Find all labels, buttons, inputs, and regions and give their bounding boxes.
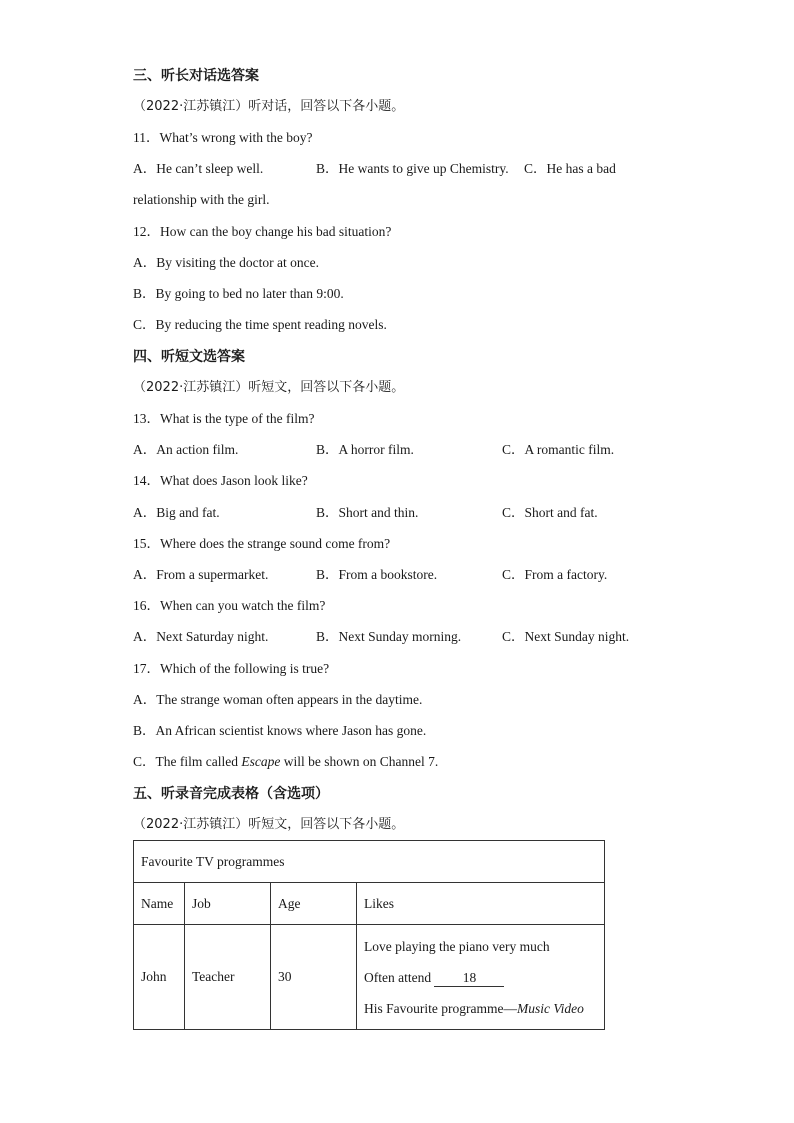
option-12-a[interactable]: A．By visiting the doctor at once. xyxy=(133,255,319,270)
header-age: Age xyxy=(271,883,357,925)
option-13-b[interactable]: B．A horror film. xyxy=(316,442,414,457)
section-4-source: （2022·江苏镇江）听短文，回答以下各小题。 xyxy=(133,380,405,395)
section-5-heading: 五、听录音完成表格（含选项） xyxy=(133,786,329,802)
likes-line-3-programme: Music Video xyxy=(516,1000,584,1016)
likes-line-2 xyxy=(364,962,597,993)
option-11-c[interactable]: C．He has a bad xyxy=(524,161,616,176)
option-12-b[interactable]: B．By going to bed no later than 9:00. xyxy=(133,286,344,301)
cell-age: 30 xyxy=(271,925,357,1030)
question-17-stem: 17．Which of the following is true? xyxy=(133,661,330,676)
section-5-source: （2022·江苏镇江）听短文，回答以下各小题。 xyxy=(133,817,405,832)
question-13-stem: 13．What is the type of the film? xyxy=(133,411,315,426)
option-11-c-continued: relationship with the girl. xyxy=(133,192,270,207)
answer-blank-18[interactable]: 18 xyxy=(434,970,504,987)
question-16-stem: 16．When can you watch the film? xyxy=(133,598,326,613)
likes-line-3 xyxy=(364,993,597,1024)
question-11-stem: 11．What’s wrong with the boy? xyxy=(133,130,313,145)
option-12-c[interactable]: C．By reducing the time spent reading novels. xyxy=(133,317,387,332)
option-14-b[interactable]: B．Short and thin. xyxy=(316,505,419,520)
section-3-source: （2022·江苏镇江）听对话，回答以下各小题。 xyxy=(133,99,405,114)
header-likes: Likes xyxy=(357,883,605,925)
question-14-stem: 14．What does Jason look like? xyxy=(133,473,308,488)
option-17-c[interactable] xyxy=(133,753,438,771)
option-16-b[interactable]: B．Next Sunday morning. xyxy=(316,629,462,644)
option-11-a[interactable]: A．He can’t sleep well. xyxy=(133,161,264,176)
option-14-c[interactable]: C．Short and fat. xyxy=(502,505,598,520)
section-4-heading: 四、听短文选答案 xyxy=(133,349,245,365)
option-14-a[interactable]: A．Big and fat. xyxy=(133,505,220,520)
option-16-a[interactable]: A．Next Saturday night. xyxy=(133,629,269,644)
option-17-a[interactable]: A．The strange woman often appears in the daytime. xyxy=(133,692,423,707)
option-17-c-film-title: Escape xyxy=(241,754,281,769)
table-row xyxy=(134,925,605,1030)
header-name: Name xyxy=(134,883,185,925)
cell-name: John xyxy=(134,925,185,1030)
option-16-c[interactable]: C．Next Sunday night. xyxy=(502,629,630,644)
option-13-a[interactable]: A．An action film. xyxy=(133,442,239,457)
option-11-b[interactable]: B．He wants to give up Chemistry. xyxy=(316,161,509,176)
option-17-c-prefix: C．The film called xyxy=(133,754,242,769)
likes-line-3-prefix: His Favourite programme— xyxy=(364,1000,517,1016)
cell-likes xyxy=(357,925,605,1030)
option-17-c-suffix: will be shown on Channel 7. xyxy=(280,754,439,769)
option-15-c[interactable]: C．From a factory. xyxy=(502,567,608,582)
option-15-a[interactable]: A．From a supermarket. xyxy=(133,567,269,582)
likes-line-2-prefix: Often attend xyxy=(364,969,435,985)
cell-job: Teacher xyxy=(185,925,271,1030)
likes-line-1: Love playing the piano very much xyxy=(364,938,550,954)
question-12-stem: 12．How can the boy change his bad situation? xyxy=(133,224,392,239)
question-15-stem: 15．Where does the strange sound come from? xyxy=(133,536,391,551)
section-3-heading: 三、听长对话选答案 xyxy=(133,68,259,84)
header-job: Job xyxy=(185,883,271,925)
tv-programmes-table xyxy=(133,840,605,1030)
option-13-c[interactable]: C．A romantic film. xyxy=(502,442,615,457)
option-17-b[interactable]: B．An African scientist knows where Jason has gone. xyxy=(133,723,427,738)
option-15-b[interactable]: B．From a bookstore. xyxy=(316,567,438,582)
table-title: Favourite TV programmes xyxy=(134,841,605,883)
